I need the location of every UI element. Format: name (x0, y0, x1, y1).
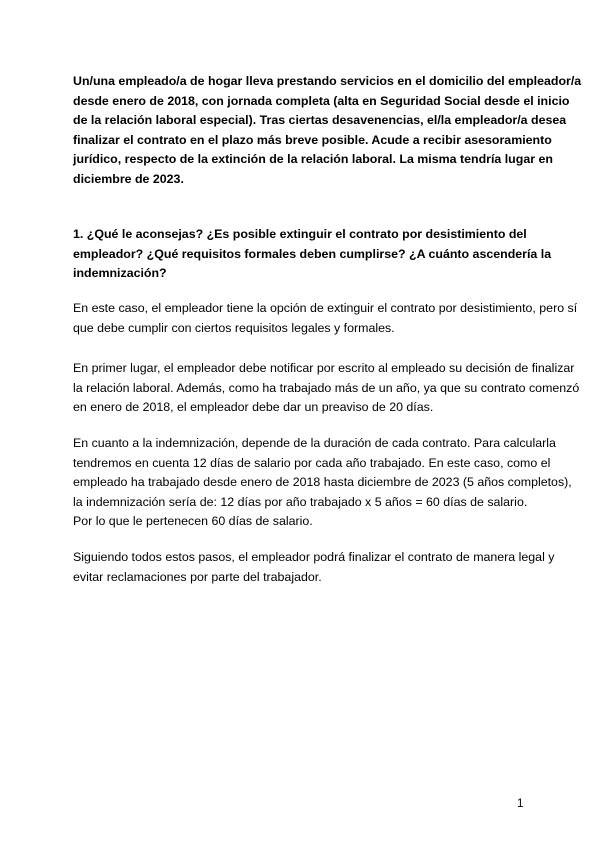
paragraph-line: evitar reclamaciones por parte del trabajador. (73, 569, 322, 584)
question-heading (73, 225, 552, 284)
question-line: empleador? ¿Qué requisitos formales deben cumplirse? ¿A cuánto ascendería la (73, 246, 552, 261)
paragraph-line: empleado ha trabajado desde enero de 2018 hasta diciembre de 2023 (5 años completos), (73, 475, 572, 490)
paragraph-line: En este caso, el empleador tiene la opción de extinguir el contrato por desistimiento, pero sí (73, 301, 578, 315)
paragraph-line: la relación laboral. Además, como ha trabajado más de un año, ya que su contrato comenzó (73, 380, 580, 395)
paragraph-line: Siguiendo todos estos pasos, el empleador podrá finalizar el contrato de manera legal y (73, 550, 555, 564)
paragraph-line: En primer lugar, el empleador debe notificar por escrito al empleado su decisión de finalizar (73, 361, 575, 375)
paragraph-line: tendremos en cuenta 12 días de salario por cada año trabajado. En este caso, como el (73, 455, 551, 470)
paragraph-line: Por lo que le pertenecen 60 días de salario. (73, 514, 313, 529)
answer-paragraph-4 (73, 548, 555, 587)
paragraph-line: en enero de 2018, el empleador debe dar un preaviso de 20 días. (73, 400, 434, 415)
case-statement-line: finalizar el contrato en el plazo más breve posible. Acude a recibir asesoramiento (73, 132, 552, 147)
answer-paragraph-2 (73, 359, 580, 418)
paragraph-line: la indemnización sería de: 12 días por año trabajado x 5 años = 60 días de salario. (73, 494, 528, 509)
case-statement-line: de la relación laboral especial). Tras ciertas desavenencias, el/la empleador/a desea (73, 113, 567, 128)
case-statement-line: Un/una empleado/a de hogar lleva prestando servicios en el domicilio del empleador/a (73, 74, 582, 88)
case-statement-line: jurídico, respecto de la extinción de la relación laboral. La misma tendría lugar en (73, 152, 553, 167)
page-number: 1 (517, 798, 524, 810)
case-statement-line: desde enero de 2018, con jornada completa (alta en Seguridad Social desde el inicio (73, 93, 570, 108)
answer-paragraph-3 (73, 434, 572, 532)
case-statement-line: diciembre de 2023. (73, 171, 184, 186)
question-line: indemnización? (73, 266, 167, 281)
question-line: 1. ¿Qué le aconsejas? ¿Es posible extinguir el contrato por desistimiento del (73, 227, 527, 241)
paragraph-line: En cuanto a la indemnización, depende de la duración de cada contrato. Para calcularla (73, 436, 556, 450)
case-statement (73, 72, 582, 190)
answer-paragraph-1 (73, 299, 578, 338)
paragraph-line: que debe cumplir con ciertos requisitos legales y formales. (73, 320, 395, 335)
